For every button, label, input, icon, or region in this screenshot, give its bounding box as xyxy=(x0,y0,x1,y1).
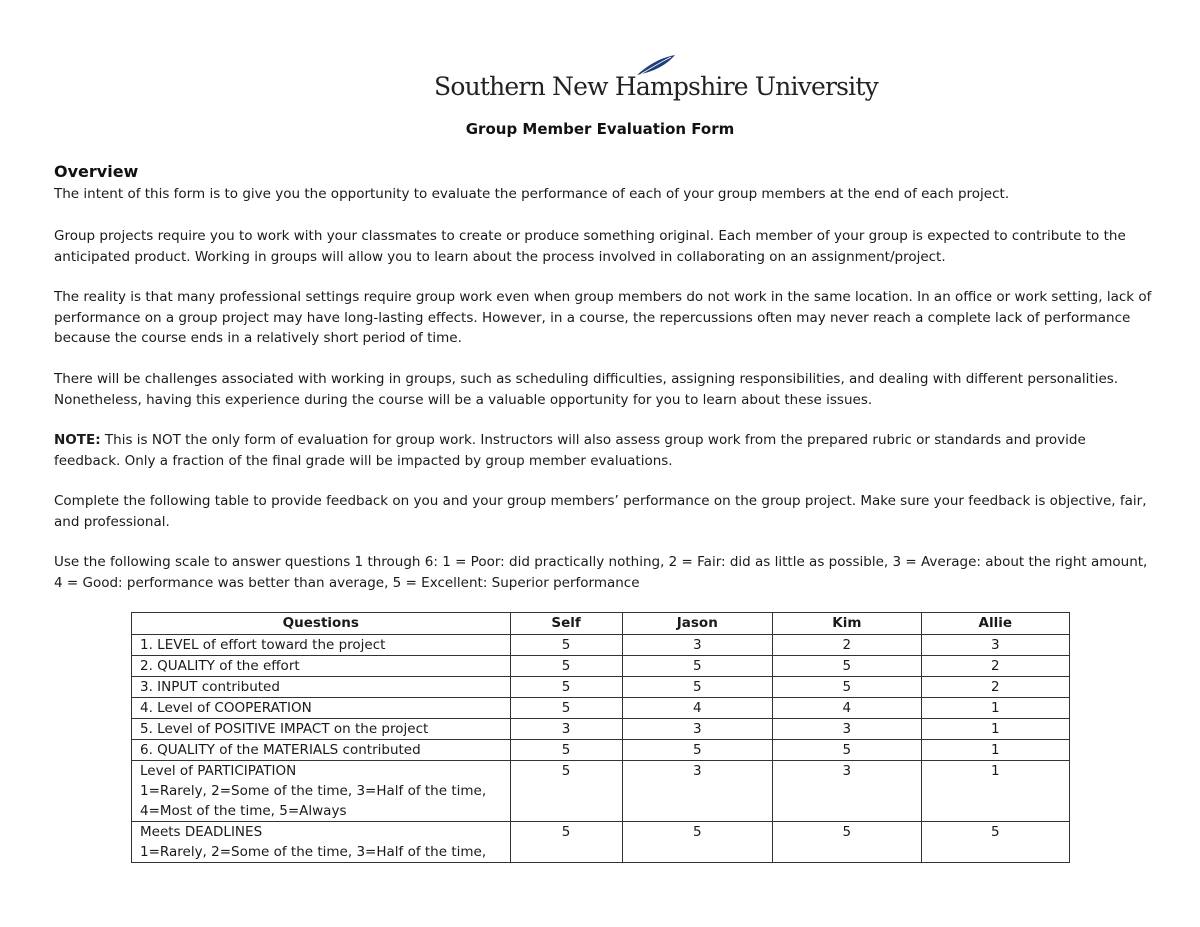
table-row xyxy=(132,635,1070,656)
overview-heading: Overview xyxy=(54,162,139,181)
question-scale-line: 4=Most of the time, 5=Always xyxy=(140,803,347,819)
question-cell: 6. QUALITY of the MATERIALS contributed xyxy=(132,740,511,761)
score-allie: 5 xyxy=(921,822,1069,863)
header-questions: Questions xyxy=(132,613,511,635)
score-self: 5 xyxy=(510,656,622,677)
score-allie: 2 xyxy=(921,677,1069,698)
evaluation-table xyxy=(131,612,1070,863)
score-allie: 1 xyxy=(921,761,1069,822)
score-self: 5 xyxy=(510,822,622,863)
score-kim: 5 xyxy=(773,677,921,698)
university-logo xyxy=(434,54,878,106)
score-kim: 2 xyxy=(773,635,921,656)
header-allie: Allie xyxy=(921,613,1069,635)
score-jason: 3 xyxy=(622,761,773,822)
table-row xyxy=(132,698,1070,719)
score-allie: 1 xyxy=(921,698,1069,719)
score-jason: 5 xyxy=(622,656,773,677)
score-jason: 3 xyxy=(622,635,773,656)
score-jason: 4 xyxy=(622,698,773,719)
score-kim: 5 xyxy=(773,822,921,863)
question-cell xyxy=(132,822,511,863)
note-text: This is NOT the only form of evaluation for group work. Instructors will also assess group work from the prepared rubric or standards and provide feedback. Only a fraction of the final grade will be impacted by group member evaluations. xyxy=(54,432,1086,469)
table-row xyxy=(132,761,1070,822)
score-self: 5 xyxy=(510,635,622,656)
question-cell: 2. QUALITY of the effort xyxy=(132,656,511,677)
score-jason: 3 xyxy=(622,719,773,740)
score-self: 5 xyxy=(510,740,622,761)
question-cell xyxy=(132,761,511,822)
score-kim: 3 xyxy=(773,761,921,822)
score-kim: 4 xyxy=(773,698,921,719)
form-title: Group Member Evaluation Form xyxy=(465,120,735,138)
scale-paragraph: Use the following scale to answer questions 1 through 6: 1 = Poor: did practically nothing, 2 = Fair: did as little as possible, 3 = Average: about the right amount, 4 = Good: performance was better than average, 5 = Excellent: Superior performance xyxy=(54,554,1148,591)
table-row xyxy=(132,656,1070,677)
logo-wordmark: Southern New Hampshire University xyxy=(434,72,878,101)
score-self: 5 xyxy=(510,698,622,719)
score-allie: 1 xyxy=(921,719,1069,740)
table-row xyxy=(132,740,1070,761)
score-self: 5 xyxy=(510,761,622,822)
note-paragraph xyxy=(54,430,1154,471)
score-allie: 2 xyxy=(921,656,1069,677)
score-allie: 3 xyxy=(921,635,1069,656)
score-jason: 5 xyxy=(622,677,773,698)
note-label: NOTE: xyxy=(54,432,101,448)
score-jason: 5 xyxy=(622,740,773,761)
score-kim: 5 xyxy=(773,656,921,677)
question-title: Level of PARTICIPATION xyxy=(140,763,297,779)
question-scale-line: 1=Rarely, 2=Some of the time, 3=Half of the time, xyxy=(140,844,487,860)
header-kim: Kim xyxy=(773,613,921,635)
question-cell: 5. Level of POSITIVE IMPACT on the project xyxy=(132,719,511,740)
score-kim: 3 xyxy=(773,719,921,740)
question-cell: 1. LEVEL of effort toward the project xyxy=(132,635,511,656)
table-row xyxy=(132,719,1070,740)
score-kim: 5 xyxy=(773,740,921,761)
score-jason: 5 xyxy=(622,822,773,863)
header-jason: Jason xyxy=(622,613,773,635)
reality-paragraph: The reality is that many professional settings require group work even when group members do not work in the same location. In an office or work setting, lack of performance on a group project may have long-lasting effects. However, in a course, the repercussions often may never reach a complete lack of performance because the course ends in a relatively short period of time. xyxy=(54,289,1152,346)
header-self: Self xyxy=(510,613,622,635)
intro-paragraph: The intent of this form is to give you the opportunity to evaluate the performance of each of your group members at the end of each project. xyxy=(54,186,1010,202)
instructions-paragraph: Complete the following table to provide feedback on you and your group members’ performance on the group project. Make sure your feedback is objective, fair, and professional. xyxy=(54,493,1147,530)
score-self: 5 xyxy=(510,677,622,698)
table-row xyxy=(132,822,1070,863)
table-header-row xyxy=(132,613,1070,635)
question-cell: 3. INPUT contributed xyxy=(132,677,511,698)
score-allie: 1 xyxy=(921,740,1069,761)
score-self: 3 xyxy=(510,719,622,740)
question-scale-line: 1=Rarely, 2=Some of the time, 3=Half of the time, xyxy=(140,783,487,799)
challenges-paragraph: There will be challenges associated with working in groups, such as scheduling difficulties, assigning responsibilities, and dealing with different personalities. Nonetheless, having this experience during the course will be a valuable opportunity for you to learn about these issues. xyxy=(54,371,1119,408)
table-row xyxy=(132,677,1070,698)
group-projects-paragraph: Group projects require you to work with your classmates to create or produce something original. Each member of your group is expected to contribute to the anticipated product. Working in groups will allow you to learn about the process involved in collaborating on an assignment/project. xyxy=(54,228,1126,265)
question-cell: 4. Level of COOPERATION xyxy=(132,698,511,719)
question-title: Meets DEADLINES xyxy=(140,824,263,840)
